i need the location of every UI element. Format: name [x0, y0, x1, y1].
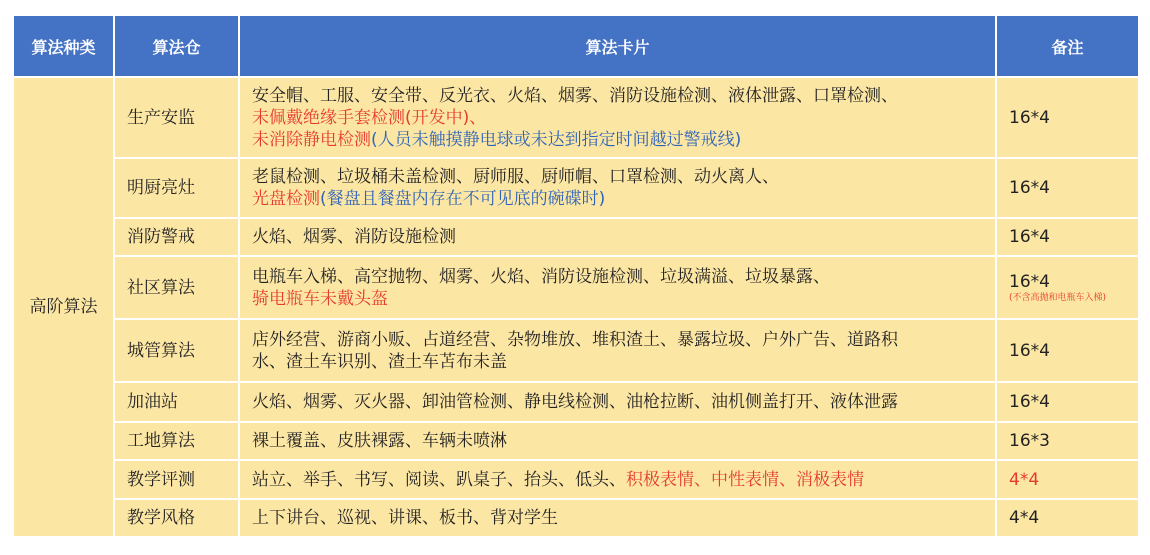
cards-text-red: 未佩戴绝缘手套检测(开发中)、 — [252, 107, 487, 128]
cards-text: 裸土覆盖、皮肤裸露、车辆未喷淋 — [252, 431, 507, 451]
category-cell: 高阶算法 — [13, 77, 114, 537]
cards-text: 火焰、烟雾、消防设施检测 — [252, 227, 456, 247]
table-row — [13, 422, 1139, 460]
note-cell: 4*4 — [996, 460, 1139, 499]
warehouse-cell: 教学评测 — [114, 460, 239, 499]
table-row — [13, 382, 1139, 422]
warehouse-cell: 工地算法 — [114, 422, 239, 460]
cards-cell — [239, 218, 996, 256]
algorithm-table — [12, 14, 1140, 538]
note-cell: 4*4 — [996, 499, 1139, 537]
note-cell: 16*3 — [996, 422, 1139, 460]
note-cell: 16*4 — [996, 77, 1139, 158]
warehouse-cell: 城管算法 — [114, 319, 239, 382]
cards-text: 站立、举手、书写、阅读、趴桌子、抬头、低头、 — [252, 469, 626, 490]
cards-text-red: 未消除静电检测 — [252, 129, 371, 150]
cards-cell — [239, 499, 996, 537]
note-cell: 16*4 — [996, 218, 1139, 256]
cards-text: 水、渣土车识别、渣土车苫布未盖 — [252, 351, 507, 372]
header-category: 算法种类 — [13, 15, 114, 77]
cards-text-red: 骑电瓶车未戴头盔 — [252, 288, 388, 309]
note-text: 16*4 — [1009, 272, 1050, 292]
header-cards: 算法卡片 — [239, 15, 996, 77]
table-row — [13, 256, 1139, 319]
table-row — [13, 77, 1139, 158]
table-header-row — [13, 15, 1139, 77]
cards-text: 安全帽、工服、安全带、反光衣、火焰、烟雾、消防设施检测、液体泄露、口罩检测、 — [252, 85, 898, 106]
cards-text-blue: (人员未触摸静电球或未达到指定时间越过警戒线) — [371, 129, 742, 150]
cards-cell — [239, 319, 996, 382]
warehouse-cell: 教学风格 — [114, 499, 239, 537]
cards-cell — [239, 382, 996, 422]
table-row — [13, 218, 1139, 256]
cards-text-blue: (餐盘且餐盘内存在不可见底的碗碟时) — [320, 189, 606, 209]
table-row — [13, 319, 1139, 382]
warehouse-cell: 加油站 — [114, 382, 239, 422]
warehouse-cell: 社区算法 — [114, 256, 239, 319]
note-cell: 16*4 — [996, 382, 1139, 422]
note-small-text: (不含高抛和电瓶车入梯) — [1009, 293, 1107, 303]
warehouse-cell: 消防警戒 — [114, 218, 239, 256]
cards-text: 火焰、烟雾、灭火器、卸油管检测、静电线检测、油枪拉断、油机侧盖打开、液体泄露 — [252, 392, 898, 412]
header-warehouse: 算法仓 — [114, 15, 239, 77]
cards-text: 电瓶车入梯、高空抛物、烟雾、火焰、消防设施检测、垃圾满溢、垃圾暴露、 — [252, 266, 830, 287]
cards-text: 老鼠检测、垃圾桶未盖检测、厨师服、厨师帽、口罩检测、动火离人、 — [252, 167, 779, 187]
table-row — [13, 499, 1139, 537]
cards-cell — [239, 422, 996, 460]
warehouse-cell: 生产安监 — [114, 77, 239, 158]
note-cell — [996, 256, 1139, 319]
cards-cell — [239, 460, 996, 499]
cards-cell — [239, 256, 996, 319]
cards-cell — [239, 77, 996, 158]
cards-text: 上下讲台、巡视、讲课、板书、背对学生 — [252, 508, 558, 528]
cards-text: 店外经营、游商小贩、占道经营、杂物堆放、堆积渣土、暴露垃圾、户外广告、道路积 — [252, 329, 898, 350]
header-note: 备注 — [996, 15, 1139, 77]
note-cell: 16*4 — [996, 319, 1139, 382]
warehouse-cell: 明厨亮灶 — [114, 158, 239, 218]
note-cell: 16*4 — [996, 158, 1139, 218]
table-row — [13, 460, 1139, 499]
cards-cell — [239, 158, 996, 218]
cards-text-red: 光盘检测 — [252, 189, 320, 209]
table-row — [13, 158, 1139, 218]
cards-text-red: 积极表情、中性表情、消极表情 — [626, 469, 864, 490]
